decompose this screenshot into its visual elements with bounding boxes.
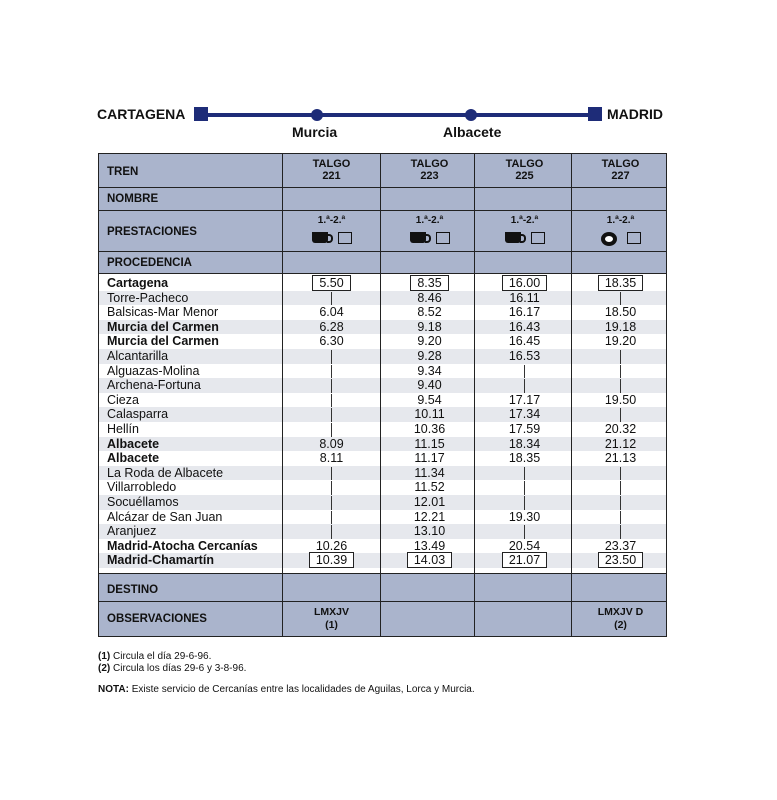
- station-name: Albacete: [107, 451, 160, 466]
- departure-time: 9.34: [417, 363, 442, 378]
- passes-without-stop-line: [524, 525, 525, 539]
- passes-without-stop-line: [331, 481, 332, 495]
- station-name: La Roda de Albacete: [107, 465, 224, 480]
- departure-time: 23.37: [604, 538, 637, 553]
- departure-time: 11.34: [414, 465, 445, 480]
- departure-time: 16.00: [477, 276, 572, 291]
- departure-time: 6.30: [319, 334, 344, 349]
- departure-time: 8.46: [417, 290, 442, 305]
- departure-time: 18.34: [508, 436, 541, 451]
- departure-time: 6.04: [319, 305, 344, 320]
- sleeper-icon: [531, 232, 545, 244]
- departure-time: 8.09: [319, 436, 344, 451]
- service-icons: [284, 232, 379, 244]
- departure-time: 6.28: [319, 319, 344, 334]
- departure-time: 19.30: [508, 509, 541, 524]
- departure-time: 13.10: [413, 524, 446, 539]
- train-class: 1.ª-2.ª: [317, 215, 346, 226]
- station-name: Aranjuez: [107, 524, 157, 539]
- departure-time: 9.54: [417, 392, 442, 407]
- passes-without-stop-line: [331, 423, 332, 437]
- station-name: Murcia del Carmen: [107, 334, 219, 349]
- passes-without-stop-line: [620, 350, 621, 364]
- station-name: Hellín: [107, 422, 139, 436]
- passes-without-stop-line: [331, 365, 332, 379]
- departure-time: 9.18: [417, 319, 442, 334]
- passes-without-stop-line: [524, 379, 525, 393]
- departure-time: 16.11: [509, 290, 540, 305]
- departure-time: 20.32: [604, 422, 637, 436]
- route-line: [200, 113, 594, 117]
- departure-time: 12.01: [413, 495, 446, 509]
- departure-time: 17.17: [508, 392, 541, 407]
- station-name: Balsicas-Mar Menor: [107, 305, 219, 320]
- observation-text: (1): [325, 619, 338, 631]
- departure-time: 14.03: [382, 553, 477, 568]
- departure-time: 16.43: [508, 319, 541, 334]
- departure-time: 8.52: [417, 305, 442, 320]
- passes-without-stop-line: [331, 379, 332, 393]
- sleeper-icon: [436, 232, 450, 244]
- service-icons: [573, 232, 668, 246]
- route-diagram: [0, 95, 777, 145]
- timetable: [98, 153, 667, 637]
- station-name: Calasparra: [107, 407, 169, 422]
- departure-time: 5.50: [284, 276, 379, 291]
- departure-time: 11.15: [414, 436, 445, 451]
- station-name: Villarrobledo: [107, 480, 177, 495]
- passes-without-stop-line: [620, 496, 621, 510]
- sleeper-icon: [338, 232, 352, 244]
- service-icons: [477, 232, 572, 244]
- label-observaciones: OBSERVACIONES: [107, 613, 207, 625]
- departure-time: 8.11: [319, 451, 344, 466]
- cafeteria-icon: [312, 232, 328, 243]
- passes-without-stop-line: [620, 525, 621, 539]
- passes-without-stop-line: [331, 350, 332, 364]
- departure-time: 9.28: [417, 349, 442, 363]
- passes-without-stop-line: [331, 525, 332, 539]
- destination-square-icon: [588, 107, 602, 121]
- departure-time: 21.13: [604, 451, 637, 466]
- departure-time: 11.52: [414, 480, 445, 495]
- passes-without-stop-line: [331, 408, 332, 422]
- footnotes: [98, 651, 246, 675]
- departure-time: 9.20: [417, 334, 442, 349]
- station-name: Alguazas-Molina: [107, 363, 200, 378]
- cafeteria-icon: [410, 232, 426, 243]
- albacete-stop-icon: [465, 109, 477, 121]
- train-header: TALGO 223: [410, 158, 449, 182]
- passes-without-stop-line: [331, 292, 332, 306]
- observation-text: LMXJV: [313, 606, 349, 618]
- station-name: Alcázar de San Juan: [107, 509, 223, 524]
- departure-time: 17.34: [508, 407, 541, 422]
- passes-without-stop-line: [331, 511, 332, 525]
- station-name: Madrid-Chamartín: [107, 553, 214, 568]
- departure-time: 10.26: [315, 538, 348, 553]
- train-header: TALGO 227: [601, 158, 640, 182]
- sleeper-icon: [627, 232, 641, 244]
- departure-time: 16.45: [508, 334, 541, 349]
- departure-time: 18.50: [604, 305, 637, 320]
- passes-without-stop-line: [331, 467, 332, 481]
- label-nombre: NOMBRE: [107, 193, 159, 205]
- murcia-stop-icon: [311, 109, 323, 121]
- passes-without-stop-line: [620, 408, 621, 422]
- departure-time: 10.11: [414, 407, 445, 422]
- station-name: Socuéllamos: [107, 495, 179, 509]
- passes-without-stop-line: [620, 481, 621, 495]
- station-name: Murcia del Carmen: [107, 319, 219, 334]
- departure-time: 19.50: [604, 392, 637, 407]
- departure-time: 9.40: [417, 378, 442, 393]
- station-name: Madrid-Atocha Cercanías: [107, 538, 258, 553]
- station-name: Cieza: [107, 392, 139, 407]
- footnote-2: (2) Circula los días 29-6 y 3-8-96.: [98, 663, 247, 674]
- station-name: Torre-Pacheco: [107, 290, 189, 305]
- passes-without-stop-line: [620, 292, 621, 306]
- nota: NOTA: Existe servicio de Cercanías entre las localidades de Aguilas, Lorca y Murcia.: [98, 684, 475, 695]
- train-header: TALGO 221: [312, 158, 351, 182]
- departure-time: 23.50: [573, 553, 668, 568]
- station-name: Cartagena: [107, 276, 169, 290]
- train-class: 1.ª-2.ª: [510, 215, 539, 226]
- train-header: TALGO 225: [505, 158, 544, 182]
- cafeteria-icon: [505, 232, 521, 243]
- passes-without-stop-line: [524, 365, 525, 379]
- station-name: Alcantarilla: [107, 349, 169, 363]
- departure-time: 16.53: [508, 349, 541, 363]
- footnote-1: (1) Circula el día 29-6-96.: [98, 651, 212, 662]
- departure-time: 21.12: [604, 436, 637, 451]
- departure-time: 21.07: [477, 553, 572, 568]
- service-icons: [382, 232, 477, 244]
- passes-without-stop-line: [620, 379, 621, 393]
- station-name: Albacete: [107, 436, 160, 451]
- departure-time: 18.35: [508, 451, 541, 466]
- departure-time: 19.20: [604, 334, 637, 349]
- train-class: 1.ª-2.ª: [415, 215, 444, 226]
- route-stop-murcia: Murcia: [292, 124, 338, 140]
- departure-time: 20.54: [508, 538, 541, 553]
- departure-time: 12.21: [413, 509, 446, 524]
- observation-text: (2): [614, 619, 627, 631]
- passes-without-stop-line: [524, 481, 525, 495]
- station-name: Archena-Fortuna: [107, 378, 201, 393]
- departure-time: 11.17: [414, 451, 445, 466]
- passes-without-stop-line: [331, 394, 332, 408]
- passes-without-stop-line: [524, 496, 525, 510]
- route-stop-albacete: Albacete: [443, 124, 502, 140]
- train-class: 1.ª-2.ª: [606, 215, 635, 226]
- departure-time: 17.59: [508, 422, 541, 436]
- restaurant-icon: [601, 232, 617, 246]
- label-procedencia: PROCEDENCIA: [107, 257, 192, 269]
- departure-time: 13.49: [413, 538, 446, 553]
- passes-without-stop-line: [620, 511, 621, 525]
- departure-time: 10.39: [284, 553, 379, 568]
- departure-time: 8.35: [382, 276, 477, 291]
- label-destino: DESTINO: [107, 584, 159, 596]
- passes-without-stop-line: [331, 496, 332, 510]
- departure-time: 18.35: [573, 276, 668, 291]
- departure-time: 16.17: [508, 305, 541, 320]
- label-tren: TREN: [107, 166, 139, 178]
- departure-time: 19.18: [604, 319, 637, 334]
- passes-without-stop-line: [620, 365, 621, 379]
- departure-time: 10.36: [413, 422, 446, 436]
- passes-without-stop-line: [524, 467, 525, 481]
- observation-text: LMXJV D: [597, 606, 644, 618]
- passes-without-stop-line: [620, 467, 621, 481]
- route-origin: CARTAGENA: [97, 106, 186, 122]
- route-destination: MADRID: [607, 106, 663, 122]
- label-prestaciones: PRESTACIONES: [107, 226, 197, 238]
